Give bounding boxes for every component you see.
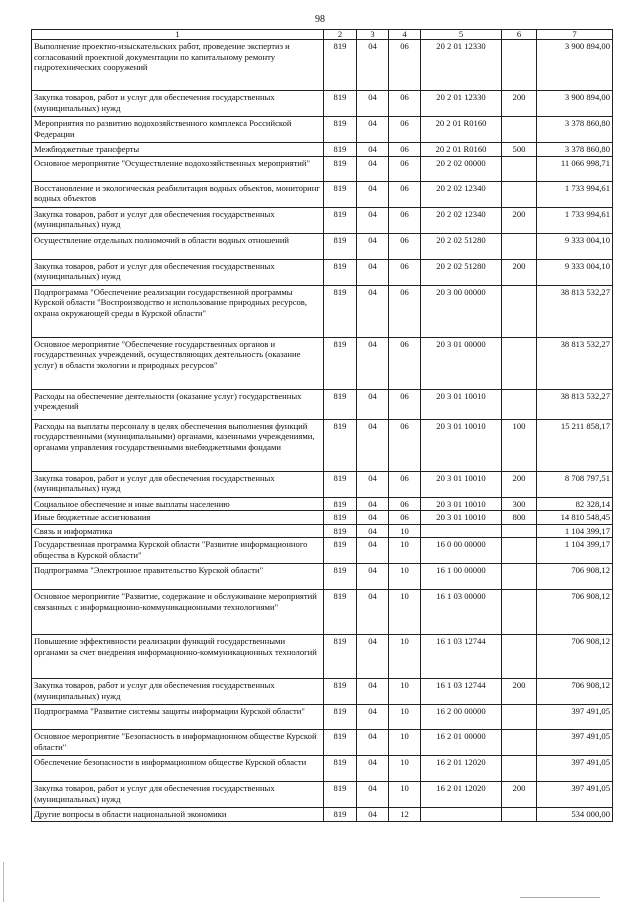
cell-c2: 819 [324,538,357,564]
cell-c3: 04 [357,497,389,511]
row-description: Закупка товаров, работ и услуг для обеспечения государственных (муниципальных) нужд [32,782,324,808]
row-description: Иные бюджетные ассигнования [32,511,324,525]
cell-c4: 06 [389,181,421,207]
cell-c3: 04 [357,679,389,705]
cell-c6: 200 [502,782,537,808]
cell-c5: 20 3 01 10010 [421,419,502,471]
cell-c4: 10 [389,590,421,635]
col-header-3: 3 [357,30,389,40]
cell-c6: 300 [502,497,537,511]
row-description: Социальное обеспечение и иные выплаты населению [32,497,324,511]
cell-c2: 819 [324,181,357,207]
cell-c2: 819 [324,156,357,181]
cell-c5: 20 2 01 12330 [421,91,502,117]
cell-c4: 06 [389,40,421,91]
row-description: Закупка товаров, работ и услуг для обеспечения государственных (муниципальных) нужд [32,91,324,117]
cell-c3: 04 [357,705,389,730]
cell-c6 [502,156,537,181]
cell-c5: 20 3 01 10010 [421,389,502,419]
cell-c2: 819 [324,207,357,233]
row-description: Подпрограмма "Электронное правительство Курской области" [32,564,324,590]
budget-table [31,29,613,822]
cell-c7: 706 908,12 [537,590,613,635]
cell-c3: 04 [357,590,389,635]
cell-c4: 06 [389,143,421,157]
col-header-1: 1 [32,30,324,40]
cell-c6 [502,590,537,635]
cell-c6 [502,635,537,679]
cell-c2: 819 [324,471,357,497]
cell-c6: 200 [502,679,537,705]
cell-c4: 06 [389,337,421,389]
cell-c5: 16 2 01 12020 [421,782,502,808]
row-description: Закупка товаров, работ и услуг для обеспечения государственных (муниципальных) нужд [32,207,324,233]
cell-c3: 04 [357,117,389,143]
cell-c4: 06 [389,207,421,233]
cell-c6 [502,538,537,564]
table-row [32,524,613,538]
cell-c3: 04 [357,782,389,808]
cell-c7: 3 378 860,80 [537,143,613,157]
cell-c7: 3 900 894,00 [537,91,613,117]
row-description: Основное мероприятие "Развитие, содержание и обслуживание мероприятий связанных с информационно-коммуникационными технологиями" [32,590,324,635]
cell-c4: 10 [389,564,421,590]
cell-c5 [421,808,502,822]
cell-c6 [502,705,537,730]
table-row [32,207,613,233]
table-row [32,156,613,181]
cell-c2: 819 [324,233,357,259]
row-description: Закупка товаров, работ и услуг для обеспечения государственных (муниципальных) нужд [32,679,324,705]
cell-c6 [502,181,537,207]
cell-c6 [502,524,537,538]
row-description: Выполнение проектно-изыскательских работ, проведение экспертиз и согласований проектной документации по капитальному ремонту гидротехнических сооружений [32,40,324,91]
cell-c5: 20 2 02 51280 [421,233,502,259]
cell-c2: 819 [324,419,357,471]
cell-c4: 12 [389,808,421,822]
table-row [32,233,613,259]
cell-c2: 819 [324,524,357,538]
row-description: Закупка товаров, работ и услуг для обеспечения государственных (муниципальных) нужд [32,471,324,497]
cell-c7: 397 491,05 [537,730,613,756]
cell-c4: 06 [389,389,421,419]
cell-c4: 10 [389,635,421,679]
cell-c5: 20 2 02 12340 [421,207,502,233]
cell-c7: 8 708 797,51 [537,471,613,497]
cell-c3: 04 [357,259,389,285]
cell-c3: 04 [357,40,389,91]
cell-c5: 20 2 01 R0160 [421,143,502,157]
row-description: Восстановление и экологическая реабилитация водных объектов, мониторинг водных объектов [32,181,324,207]
row-description: Подпрограмма "Развитие системы защиты информации Курской области" [32,705,324,730]
cell-c3: 04 [357,524,389,538]
scan-margin-mark [3,862,4,902]
row-description: Основное мероприятие "Осуществление водохозяйственных мероприятий" [32,156,324,181]
cell-c5: 20 3 01 10010 [421,497,502,511]
cell-c6: 100 [502,419,537,471]
cell-c6 [502,337,537,389]
cell-c3: 04 [357,808,389,822]
cell-c6 [502,285,537,337]
row-description: Расходы на обеспечение деятельности (оказание услуг) государственных учреждений [32,389,324,419]
cell-c4: 06 [389,117,421,143]
cell-c7: 38 813 532,27 [537,285,613,337]
cell-c2: 819 [324,705,357,730]
row-description: Обеспечение безопасности в информационном обществе Курской области [32,756,324,782]
table-row [32,40,613,91]
row-description: Осуществление отдельных полномочий в области водных отношений [32,233,324,259]
cell-c2: 819 [324,259,357,285]
cell-c6: 200 [502,259,537,285]
cell-c3: 04 [357,156,389,181]
cell-c2: 819 [324,679,357,705]
cell-c5: 16 2 01 00000 [421,730,502,756]
cell-c4: 06 [389,156,421,181]
row-description: Государственная программа Курской области "Развитие информационного общества в Курской области" [32,538,324,564]
table-row [32,143,613,157]
table-row [32,564,613,590]
cell-c2: 819 [324,782,357,808]
cell-c5: 16 2 00 00000 [421,705,502,730]
cell-c7: 706 908,12 [537,635,613,679]
row-description: Другие вопросы в области национальной экономики [32,808,324,822]
cell-c7: 3 378 860,80 [537,117,613,143]
cell-c6 [502,117,537,143]
row-description: Мероприятия по развитию водохозяйственного комплекса Российской Федерации [32,117,324,143]
header-row [32,30,613,40]
cell-c7: 9 333 004,10 [537,233,613,259]
cell-c5: 20 3 00 00000 [421,285,502,337]
cell-c4: 10 [389,705,421,730]
cell-c5: 20 3 01 10010 [421,511,502,525]
row-description: Межбюджетные трансферты [32,143,324,157]
cell-c4: 06 [389,419,421,471]
cell-c7: 38 813 532,27 [537,337,613,389]
cell-c3: 04 [357,730,389,756]
cell-c2: 819 [324,756,357,782]
cell-c5: 20 2 02 51280 [421,259,502,285]
cell-c3: 04 [357,635,389,679]
table-row [32,117,613,143]
cell-c7: 15 211 858,17 [537,419,613,471]
cell-c3: 04 [357,207,389,233]
cell-c4: 10 [389,730,421,756]
cell-c2: 819 [324,91,357,117]
cell-c6: 200 [502,91,537,117]
row-description: Расходы на выплаты персоналу в целях обеспечения выполнения функций государственными (муниципальными) органами, казенными учреждениями, органами управления государственными внебюджетными фондами [32,419,324,471]
cell-c6 [502,389,537,419]
table-row [32,337,613,389]
cell-c3: 04 [357,181,389,207]
cell-c4: 06 [389,233,421,259]
cell-c6: 200 [502,471,537,497]
table-row [32,91,613,117]
cell-c2: 819 [324,143,357,157]
cell-c7: 82 328,14 [537,497,613,511]
col-header-5: 5 [421,30,502,40]
cell-c6 [502,233,537,259]
cell-c5 [421,524,502,538]
cell-c5: 16 1 03 12744 [421,679,502,705]
col-header-7: 7 [537,30,613,40]
cell-c4: 10 [389,538,421,564]
table-row [32,511,613,525]
table-row [32,808,613,822]
cell-c4: 10 [389,782,421,808]
cell-c2: 819 [324,808,357,822]
cell-c4: 06 [389,259,421,285]
row-description: Основное мероприятие "Безопасность в информационном обществе Курской области" [32,730,324,756]
cell-c6 [502,730,537,756]
cell-c6 [502,564,537,590]
cell-c3: 04 [357,389,389,419]
cell-c3: 04 [357,419,389,471]
cell-c7: 14 810 548,45 [537,511,613,525]
cell-c2: 819 [324,564,357,590]
cell-c7: 9 333 004,10 [537,259,613,285]
cell-c6: 500 [502,143,537,157]
cell-c2: 819 [324,511,357,525]
cell-c5: 16 2 01 12020 [421,756,502,782]
cell-c3: 04 [357,564,389,590]
cell-c5: 20 2 02 00000 [421,156,502,181]
cell-c5: 20 3 01 10010 [421,471,502,497]
cell-c2: 819 [324,497,357,511]
cell-c7: 397 491,05 [537,782,613,808]
cell-c4: 06 [389,511,421,525]
col-header-4: 4 [389,30,421,40]
cell-c7: 706 908,12 [537,679,613,705]
cell-c3: 04 [357,756,389,782]
cell-c4: 10 [389,756,421,782]
cell-c5: 16 0 00 00000 [421,538,502,564]
cell-c2: 819 [324,117,357,143]
table-row [32,756,613,782]
cell-c2: 819 [324,285,357,337]
cell-c4: 06 [389,471,421,497]
table-row [32,285,613,337]
cell-c6: 200 [502,207,537,233]
cell-c7: 11 066 998,71 [537,156,613,181]
cell-c7: 397 491,05 [537,705,613,730]
cell-c7: 534 000,00 [537,808,613,822]
col-header-6: 6 [502,30,537,40]
cell-c2: 819 [324,635,357,679]
cell-c6 [502,756,537,782]
table-row [32,782,613,808]
table-row [32,259,613,285]
table-row [32,389,613,419]
cell-c7: 706 908,12 [537,564,613,590]
cell-c3: 04 [357,91,389,117]
table-row [32,471,613,497]
table-row [32,730,613,756]
page-number: 98 [315,14,325,25]
table-row [32,705,613,730]
table-row [32,538,613,564]
cell-c3: 04 [357,538,389,564]
row-description: Связь и информатика [32,524,324,538]
cell-c3: 04 [357,471,389,497]
cell-c5: 20 3 01 00000 [421,337,502,389]
cell-c7: 1 104 399,17 [537,538,613,564]
cell-c4: 10 [389,524,421,538]
cell-c3: 04 [357,285,389,337]
table-row [32,679,613,705]
cell-c2: 819 [324,730,357,756]
cell-c2: 819 [324,389,357,419]
cell-c3: 04 [357,143,389,157]
cell-c7: 397 491,05 [537,756,613,782]
col-header-2: 2 [324,30,357,40]
cell-c4: 10 [389,679,421,705]
cell-c5: 20 2 02 12340 [421,181,502,207]
cell-c2: 819 [324,337,357,389]
row-description: Закупка товаров, работ и услуг для обеспечения государственных (муниципальных) нужд [32,259,324,285]
row-description: Повышение эффективности реализации функций государственными органами за счет внедрения информационно-коммуникационных технологий [32,635,324,679]
cell-c5: 16 1 03 12744 [421,635,502,679]
cell-c5: 20 2 01 R0160 [421,117,502,143]
cell-c7: 3 900 894,00 [537,40,613,91]
row-description: Основное мероприятие "Обеспечение государственных органов и государственных учреждений, осуществляющих деятельность (оказание услуг) в области экологии и природных ресурсов" [32,337,324,389]
scan-bottom-mark [520,897,600,898]
cell-c5: 16 1 03 00000 [421,590,502,635]
cell-c4: 06 [389,285,421,337]
cell-c5: 20 2 01 12330 [421,40,502,91]
table-row [32,590,613,635]
cell-c3: 04 [357,337,389,389]
cell-c6 [502,40,537,91]
cell-c5: 16 1 00 00000 [421,564,502,590]
cell-c6: 800 [502,511,537,525]
cell-c3: 04 [357,511,389,525]
table-row [32,419,613,471]
cell-c2: 819 [324,590,357,635]
cell-c7: 38 813 532,27 [537,389,613,419]
table-row [32,181,613,207]
table-row [32,635,613,679]
row-description: Подпрограмма "Обеспечение реализации государственной программы Курской области "Воспроизводство и использование природных ресурсов, охрана окружающей среды в Курской области" [32,285,324,337]
cell-c3: 04 [357,233,389,259]
cell-c7: 1 733 994,61 [537,207,613,233]
cell-c7: 1 733 994,61 [537,181,613,207]
cell-c4: 06 [389,91,421,117]
cell-c6 [502,808,537,822]
cell-c4: 06 [389,497,421,511]
cell-c7: 1 104 399,17 [537,524,613,538]
cell-c2: 819 [324,40,357,91]
table-row [32,497,613,511]
